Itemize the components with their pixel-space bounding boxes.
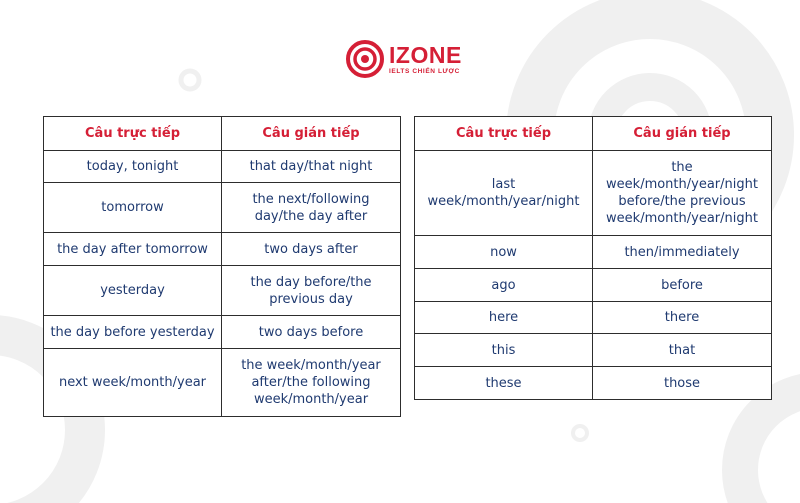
table-row <box>415 236 772 269</box>
cell-direct: next week/month/year <box>44 349 222 417</box>
cell-indirect: there <box>593 302 772 334</box>
table-row <box>44 233 401 266</box>
cell-indirect: the day before/the previous day <box>222 266 401 316</box>
header-direct: Câu trực tiếp <box>415 117 593 151</box>
cell-direct: now <box>415 236 593 269</box>
table-row <box>44 266 401 316</box>
cell-direct: last week/month/year/night <box>415 151 593 236</box>
table-row <box>415 269 772 302</box>
right-conversion-table <box>414 116 772 400</box>
cell-indirect: that day/that night <box>222 151 401 183</box>
table-header-row <box>415 117 772 151</box>
header-indirect: Câu gián tiếp <box>593 117 772 151</box>
table-row <box>415 367 772 400</box>
table-row <box>44 316 401 349</box>
target-logo-icon <box>345 39 385 79</box>
table-row <box>415 302 772 334</box>
table-row <box>44 349 401 417</box>
izone-logo <box>345 38 462 80</box>
cell-direct: these <box>415 367 593 400</box>
table-row <box>44 151 401 183</box>
cell-direct: ago <box>415 269 593 302</box>
cell-indirect: before <box>593 269 772 302</box>
cell-indirect: the next/following day/the day after <box>222 183 401 233</box>
cell-direct: this <box>415 334 593 367</box>
cell-direct: the day before yesterday <box>44 316 222 349</box>
table-row <box>415 151 772 236</box>
cell-direct: today, tonight <box>44 151 222 183</box>
header-direct: Câu trực tiếp <box>44 117 222 151</box>
cell-indirect: two days after <box>222 233 401 266</box>
cell-direct: tomorrow <box>44 183 222 233</box>
cell-direct: yesterday <box>44 266 222 316</box>
table-row <box>44 183 401 233</box>
cell-direct: here <box>415 302 593 334</box>
cell-indirect: then/immediately <box>593 236 772 269</box>
table-row <box>415 334 772 367</box>
cell-indirect: the week/month/year after/the following week/month/year <box>222 349 401 417</box>
left-conversion-table <box>43 116 401 417</box>
cell-indirect: that <box>593 334 772 367</box>
cell-direct: the day after tomorrow <box>44 233 222 266</box>
cell-indirect: the week/month/year/night before/the previous week/month/year/night <box>593 151 772 236</box>
cell-indirect: two days before <box>222 316 401 349</box>
brand-tagline: IELTS CHIẾN LƯỢC <box>389 67 460 75</box>
header-indirect: Câu gián tiếp <box>222 117 401 151</box>
cell-indirect: those <box>593 367 772 400</box>
brand-name: IZONE <box>389 41 462 68</box>
table-header-row <box>44 117 401 151</box>
